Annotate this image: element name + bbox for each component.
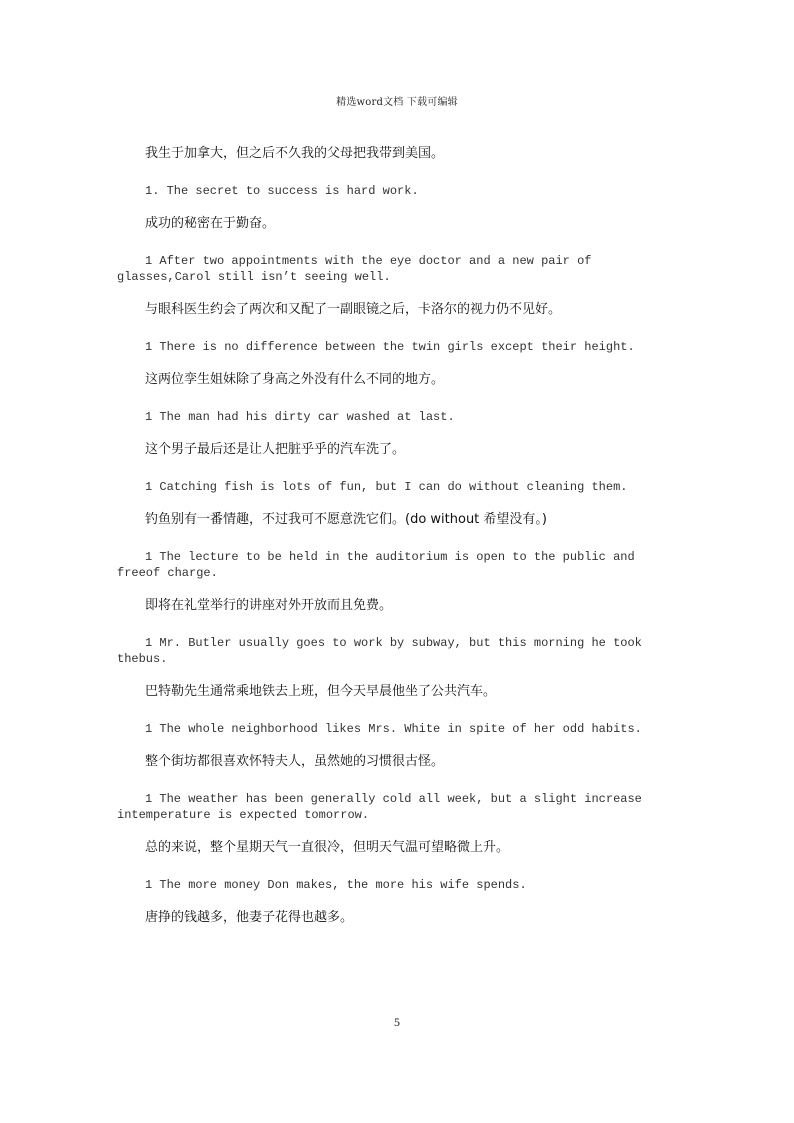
english-sentence: 1 Mr. Butler usually goes to work by subway, but this morning he took thebus. — [117, 636, 650, 666]
page-header: 精选word文档 下载可编辑 — [336, 97, 458, 108]
english-sentence: 1 The weather has been generally cold all week, but a slight increase intemperature is expected tomorrow. — [117, 792, 650, 822]
english-sentence: 1 The lecture to be held in the auditorium is open to the public and freeof charge. — [117, 550, 642, 580]
english-sentence: 1 The whole neighborhood likes Mrs. White in spite of her odd habits. — [145, 722, 642, 736]
english-sentence: 1 The man had his dirty car washed at last. — [145, 410, 455, 424]
chinese-sentence: 钓鱼别有一番情趣，不过我可不愿意洗它们。(do without 希望没有。) — [145, 512, 547, 527]
chinese-sentence: 这两位孪生姐妹除了身高之外没有什么不同的地方。 — [145, 372, 445, 387]
chinese-sentence: 总的来说，整个星期天气一直很冷，但明天气温可望略微上升。 — [145, 840, 510, 855]
english-sentence: 1 There is no difference between the twin girls except their height. — [145, 340, 635, 354]
page-number: 5 — [394, 1015, 400, 1029]
document-body — [117, 146, 677, 947]
english-sentence: 1. The secret to success is hard work. — [145, 184, 419, 198]
chinese-sentence: 我生于加拿大，但之后不久我的父母把我带到美国。 — [145, 146, 445, 161]
chinese-sentence: 巴特勒先生通常乘地铁去上班，但今天早晨他坐了公共汽车。 — [145, 684, 497, 699]
chinese-sentence: 即将在礼堂举行的讲座对外开放而且免费。 — [145, 598, 393, 613]
chinese-sentence: 成功的秘密在于勤奋。 — [145, 216, 276, 231]
chinese-sentence: 这个男子最后还是让人把脏乎乎的汽车洗了。 — [145, 442, 406, 457]
english-sentence: 1 After two appointments with the eye doctor and a new pair of glasses,Carol still isn’t seeing well. — [117, 254, 599, 284]
chinese-sentence: 唐挣的钱越多，他妻子花得也越多。 — [145, 910, 354, 925]
english-sentence: 1 Catching fish is lots of fun, but I can do without cleaning them. — [145, 480, 628, 494]
chinese-sentence: 与眼科医生约会了两次和又配了一副眼镜之后，卡洛尔的视力仍不见好。 — [145, 302, 562, 317]
english-sentence: 1 The more money Don makes, the more his wife spends. — [145, 878, 527, 892]
chinese-sentence: 整个街坊都很喜欢怀特夫人，虽然她的习惯很古怪。 — [145, 754, 445, 769]
